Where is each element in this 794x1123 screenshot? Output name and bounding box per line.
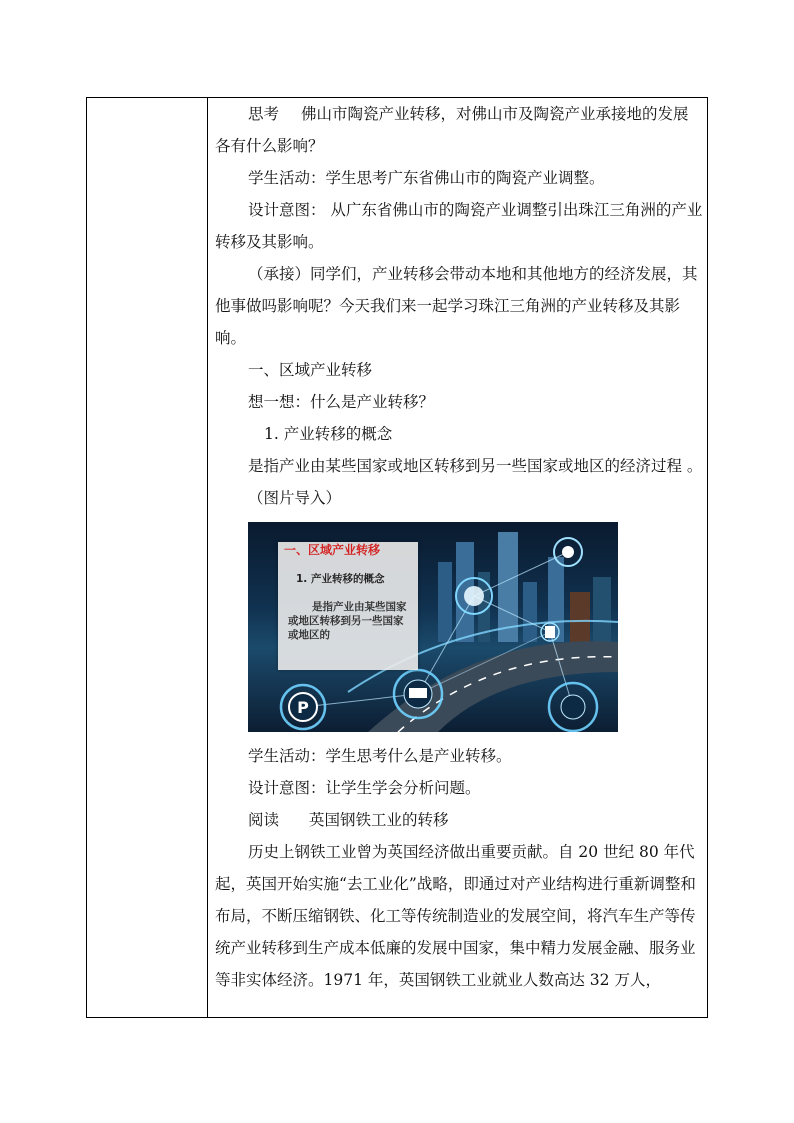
design-intent-2: 设计意图：让学生学会分析问题。 [248,779,481,797]
table-content-cell [215,98,703,996]
read-title: 英国钢铁工业的转移 [309,811,449,829]
slide-title: 一、区域产业转移 [284,543,381,557]
slide-body: 是指产业由某些国家或地区转移到另一些国家或地区的 [288,601,407,641]
think-label: 思考 [248,105,280,123]
image-intro: （图片导入） [248,489,342,507]
slide-image [248,522,618,732]
definition-paragraph: 是指产业由某些国家或地区转移到另一些国家或地区的经济过程 。 [248,457,703,475]
activity-1: 学生活动：学生思考广东省佛山市的陶瓷产业调整。 [248,169,605,187]
think-paragraph [215,98,703,162]
think-2: 想一想：什么是产业转移？ [248,393,435,411]
slide-subtitle: 1. 产业转移的概念 [296,573,385,585]
lesson-table [86,97,708,1018]
reading-heading [215,804,703,836]
history-paragraph: 历史上钢铁工业曾为英国经济做出重要贡献。自 20 世纪 80 年代起，英国开始实施“去工业化”战略，即通过对产业结构进行重新调整和布局，不断压缩钢铁、化工等传统制造业的发展空间，将汽车生产等传统产业转移到生产成本低廉的发展中国家，集中精力发展金融、服务业等非实体经济。1971 年，英国钢铁工业就业人数高达 32 万人， [215,843,696,989]
think-question: 佛山市陶瓷产业转移，对佛山市及陶瓷产业承接地的发展各有什么影响？ [215,105,689,155]
section-heading-1: 一、区域产业转移 [248,361,373,379]
transition-paragraph: （承接）同学们，产业转移会带动本地和其他地方的经济发展，其他事做吗影响呢？今天我们来一起学习珠江三角洲的产业转移及其影响。 [215,265,698,347]
read-label: 阅读 [248,811,280,829]
parking-icon: P [297,698,309,717]
design-intent-1: 设计意图： 从广东省佛山市的陶瓷产业调整引出珠江三角洲的产业转移及其影响。 [215,201,703,251]
table-left-column [87,98,208,1017]
subsection-heading-1: 1. 产业转移的概念 [264,425,393,443]
activity-2: 学生活动：学生思考什么是产业转移。 [248,747,512,765]
